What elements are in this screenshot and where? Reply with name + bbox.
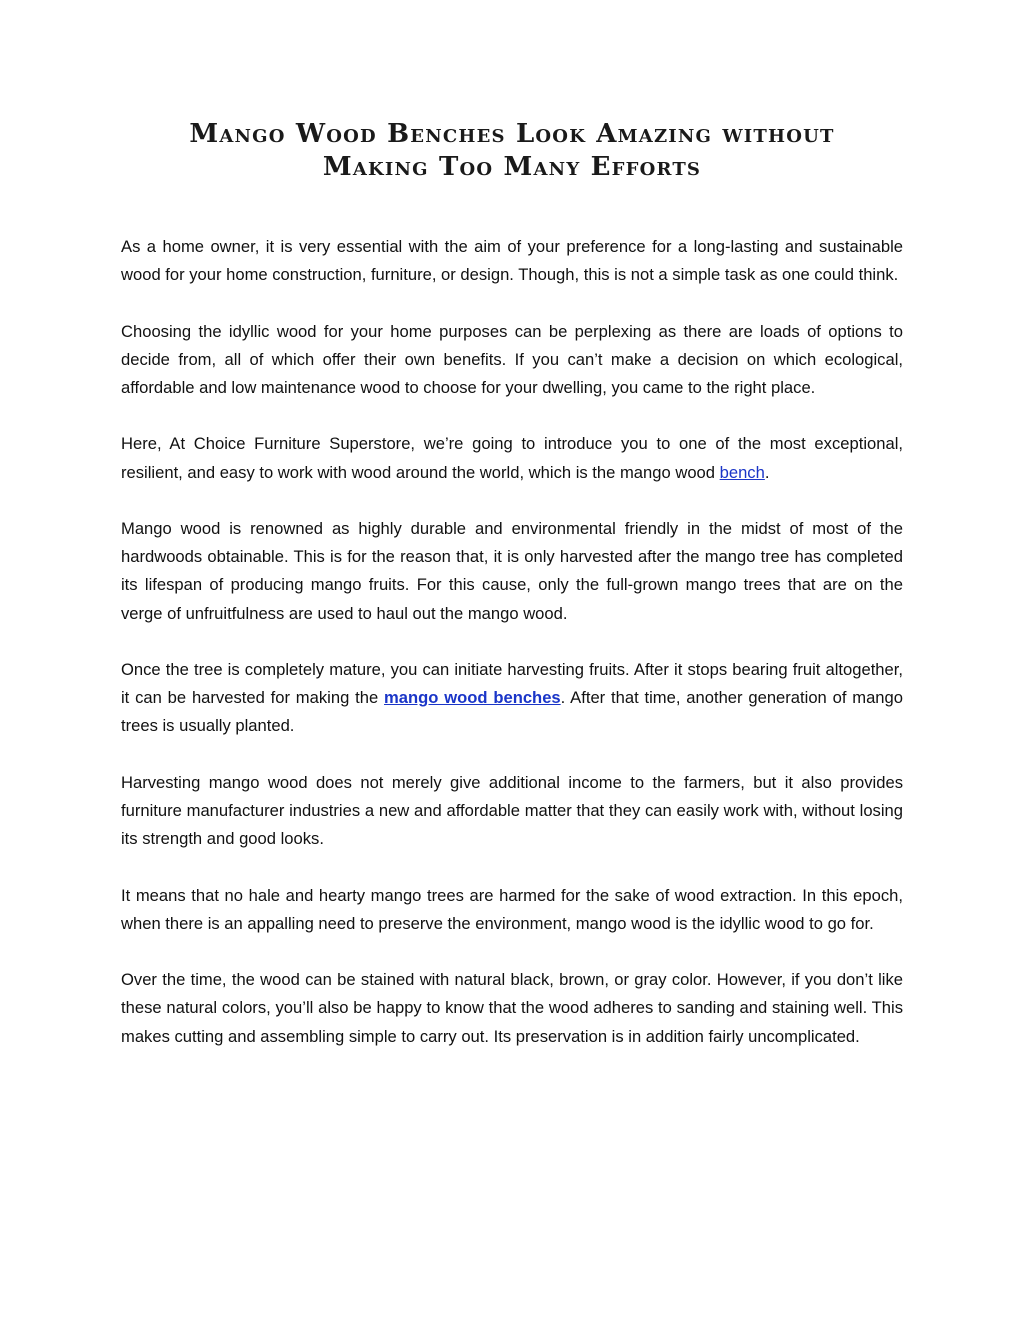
- paragraph-5-end: . After that time, another generation of mango trees is usually planted.: [121, 688, 903, 736]
- paragraph-7: It means that no hale and hearty mango trees are harmed for the sake of wood extraction. In this epoch, when there is an appalling need to preserve the environment, mango wood is the idyllic wood to go for.: [121, 885, 903, 933]
- title-line-2: Making Too Many Efforts: [322, 152, 702, 182]
- paragraph-4: Mango wood is renowned as highly durable and environmental friendly in the midst of most of the hardwoods obtainable. This is for the reason that, it is only harvested after the mango tree has completed its lifespan of producing mango fruits. For this cause, only the full-grown mango trees that are on the verge of unfruitfulness are used to haul out the mango wood.: [121, 518, 903, 623]
- mango-wood-benches-link[interactable]: mango wood benches: [384, 688, 561, 708]
- paragraph-5: [121, 656, 903, 741]
- paragraph-1: As a home owner, it is very essential with the aim of your preference for a long-lasting and sustainable wood for your home construction, furniture, or design. Though, this is not a simple task as one could think.: [121, 237, 903, 285]
- paragraph-3: [121, 430, 903, 486]
- paragraph-2: Choosing the idyllic wood for your home purposes can be perplexing as there are loads of options to decide from, all of which offer their own benefits. If you can’t make a decision on which ecological, affordable and low maintenance wood to choose for your dwelling, you came to the right place.: [121, 321, 903, 397]
- paragraph-8: Over the time, the wood can be stained with natural black, brown, or gray color. However, if you don’t like these natural colors, you’ll also be happy to know that the wood adheres to sanding and staining well. This makes cutting and assembling simple to carry out. Its preservation is in addition fairly uncomplicated.: [121, 970, 903, 1046]
- paragraph-3-text: Here, At Choice Furniture Superstore, we’re going to introduce you to one of the most exceptional, resilient, and easy to work with wood around the world, which is the mango wood: [121, 434, 903, 482]
- paragraph-3-end: .: [764, 462, 770, 482]
- article-body: [121, 233, 903, 1079]
- paragraph-6: Harvesting mango wood does not merely give additional income to the farmers, but it also provides furniture manufacturer industries a new and affordable matter that they can easily work with, without losing its strength and good looks.: [121, 772, 903, 849]
- page-title: [100, 118, 924, 184]
- title-line-1: Mango Wood Benches Look Amazing without: [189, 119, 835, 149]
- paragraph-5-text: Once the tree is completely mature, you can initiate harvesting fruits. After it stops bearing fruit altogether, it can be harvested for making the: [121, 659, 903, 708]
- bench-link[interactable]: bench: [719, 462, 765, 482]
